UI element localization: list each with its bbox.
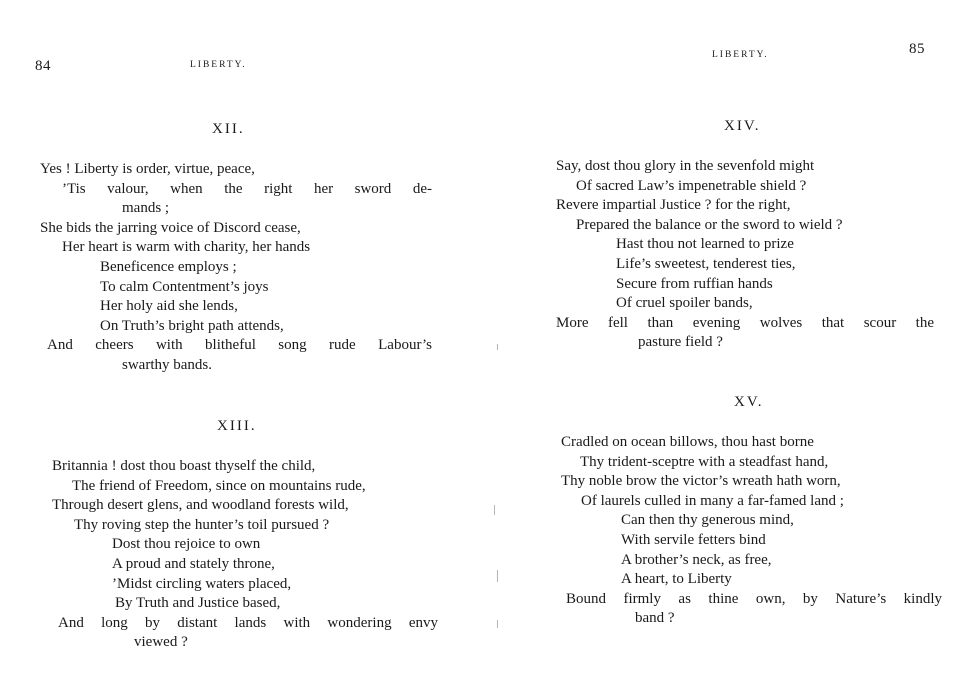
verse-line: Thy trident-sceptre with a steadfast hand, (580, 453, 829, 470)
stanza-xiii (52, 457, 438, 653)
verse-line: mands ; (122, 200, 170, 217)
verse-line: By Truth and Justice based, (115, 595, 281, 612)
verse-line: On Truth’s bright path attends, (100, 317, 284, 334)
verse-line: Of laurels culled in many a far-famed land ; (581, 492, 844, 509)
verse-line: A heart, to Liberty (621, 571, 732, 588)
verse-line: Thy noble brow the victor’s wreath hath worn, (561, 473, 841, 490)
stanza-number: XIII. (217, 418, 257, 434)
verse-line: And long by distant lands with wondering envy (58, 614, 438, 631)
running-head: LIBERTY. (190, 60, 247, 70)
stanza-number: XIV. (724, 118, 761, 134)
verse-line: swarthy bands. (122, 356, 212, 373)
verse-line: pasture field ? (638, 334, 723, 351)
verse-line: A brother’s neck, as free, (621, 551, 772, 568)
verse-line: The friend of Freedom, since on mountains rude, (72, 477, 366, 494)
verse-line: Beneficence employs ; (100, 258, 237, 275)
right-page (490, 0, 980, 684)
verse-line: Can then thy generous mind, (621, 512, 794, 529)
verse-line: Dost thou rejoice to own (112, 536, 261, 553)
verse-line: ’Tis valour, when the right her sword de- (62, 180, 432, 197)
verse-line: Of sacred Law’s impenetrable shield ? (576, 177, 807, 194)
page-number: 84 (35, 58, 51, 74)
stanza-xii (40, 160, 432, 376)
verse-line: Secure from ruffian hands (616, 275, 773, 292)
verse-line: Thy roving step the hunter’s toil pursued ? (74, 516, 330, 533)
verse-line: Prepared the balance or the sword to wield ? (576, 216, 843, 233)
verse-line: And cheers with blitheful song rude Labour’s (47, 337, 432, 354)
verse-line: Her heart is warm with charity, her hands (62, 239, 311, 256)
verse-line: Yes ! Liberty is order, virtue, peace, (40, 161, 255, 177)
verse-line: Of cruel spoiler bands, (616, 295, 753, 312)
verse-line: She bids the jarring voice of Discord cease, (40, 219, 301, 236)
verse-line: Revere impartial Justice ? for the right, (556, 197, 791, 214)
verse-line: With servile fetters bind (621, 531, 766, 548)
verse-line: ’Midst circling waters placed, (112, 575, 292, 592)
verse-line: Hast thou not learned to prize (616, 236, 794, 253)
verse-line: Bound firmly as thine own, by Nature’s kindly (566, 590, 942, 607)
verse-line: Through desert glens, and woodland forests wild, (52, 497, 349, 514)
running-head: LIBERTY. (712, 50, 769, 60)
verse-line: A proud and stately throne, (112, 555, 275, 572)
verse-line: band ? (635, 610, 675, 627)
stanza-number: XV. (734, 394, 764, 410)
verse-line: Her holy aid she lends, (100, 298, 238, 315)
stanza-number: XII. (212, 121, 245, 137)
stanza-xv (561, 433, 942, 629)
verse-line: More fell than evening wolves that scour the (556, 314, 934, 331)
verse-line: Britannia ! dost thou boast thyself the child, (52, 458, 316, 474)
verse-line: viewed ? (134, 634, 188, 651)
verse-line: Say, dost thou glory in the sevenfold might (556, 158, 815, 174)
page-number: 85 (909, 41, 925, 57)
verse-line: To calm Contentment’s joys (100, 278, 269, 295)
stanza-xiv (556, 157, 934, 353)
verse-line: Life’s sweetest, tenderest ties, (616, 255, 796, 272)
verse-line: Cradled on ocean billows, thou hast borne (561, 434, 814, 450)
